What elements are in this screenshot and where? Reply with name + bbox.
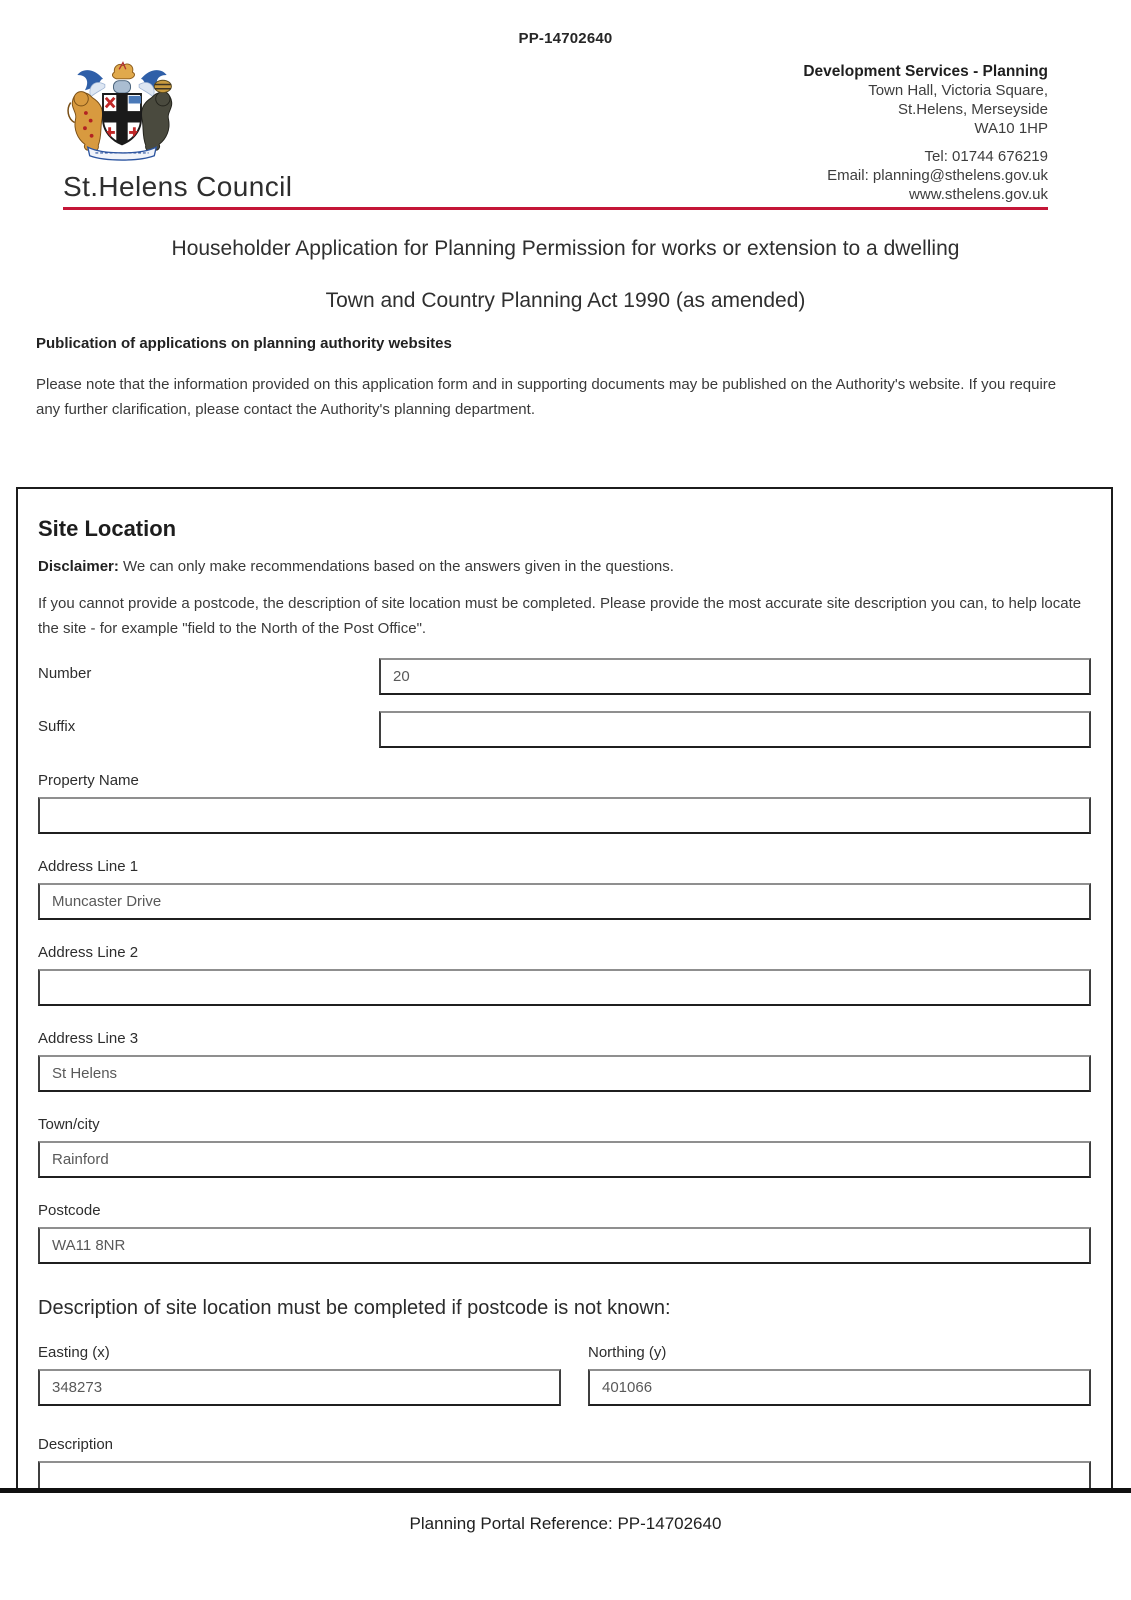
field-address-line-2 xyxy=(38,944,1091,1006)
town-city-label: Town/city xyxy=(38,1116,100,1133)
field-northing xyxy=(588,1344,1091,1406)
site-location-section xyxy=(16,487,1113,1488)
council-crest-icon xyxy=(65,58,179,168)
number-label: Number xyxy=(38,665,92,682)
property-name-label: Property Name xyxy=(38,772,139,789)
description-label: Description xyxy=(38,1436,114,1453)
council-logo xyxy=(63,58,292,203)
address-line-1-input[interactable] xyxy=(38,883,1091,920)
department-name: Development Services - Planning xyxy=(803,63,1048,80)
address-line-3-label: Address Line 3 xyxy=(38,1030,139,1047)
address-line: St.Helens, Merseyside xyxy=(897,101,1048,118)
contact-block xyxy=(803,58,1048,204)
address-line-3-input[interactable] xyxy=(38,1055,1091,1092)
field-address-line-1 xyxy=(38,858,1091,920)
northing-input[interactable] xyxy=(588,1369,1091,1406)
document-title: Householder Application for Planning Permission for works or extension to a dwelling xyxy=(171,237,960,260)
field-address-line-3 xyxy=(38,1030,1091,1092)
planning-portal-reference-top: PP-14702640 xyxy=(518,30,613,47)
field-postcode xyxy=(38,1202,1091,1264)
property-name-input[interactable] xyxy=(38,797,1091,834)
address-line-2-label: Address Line 2 xyxy=(38,944,139,961)
description-requirement-heading: Description of site location must be completed if postcode is not known: xyxy=(38,1297,671,1319)
easting-input[interactable] xyxy=(38,1369,561,1406)
disclaimer-label: Disclaimer: xyxy=(38,558,119,575)
suffix-label: Suffix xyxy=(38,718,76,735)
address-line: WA10 1HP xyxy=(974,120,1048,137)
email: Email: planning@sthelens.gov.uk xyxy=(827,167,1048,184)
field-description xyxy=(38,1436,1091,1488)
telephone: Tel: 01744 676219 xyxy=(924,148,1048,165)
postcode-input[interactable] xyxy=(38,1227,1091,1264)
address-line-2-input[interactable] xyxy=(38,969,1091,1006)
document-subtitle: Town and Country Planning Act 1990 (as amended) xyxy=(325,289,806,312)
publication-body: Please note that the information provided on this application form and in supporting documents may be published on the Authority's website. If you require any further clarification, please contact the Authority's planning department. xyxy=(36,376,1057,418)
easting-label: Easting (x) xyxy=(38,1344,110,1361)
field-suffix xyxy=(38,711,1091,748)
postcode-label: Postcode xyxy=(38,1202,101,1219)
coordinates-row xyxy=(38,1344,1091,1406)
field-property-name xyxy=(38,772,1091,834)
header-rule xyxy=(63,207,1048,210)
number-input[interactable] xyxy=(379,658,1091,695)
section-title: Site Location xyxy=(38,516,177,541)
northing-label: Northing (y) xyxy=(588,1344,667,1361)
field-easting xyxy=(38,1344,561,1406)
disclaimer-body: We can only make recommendations based on the answers given in the questions. xyxy=(123,558,674,575)
site-location-intro: If you cannot provide a postcode, the description of site location must be completed. Please provide the most accurate site description you can, to help locate the site - for example "field to the North of the Post Office". xyxy=(38,595,1082,637)
page-break-rule xyxy=(0,1488,1131,1493)
disclaimer-text xyxy=(38,558,1091,575)
address-line-1-label: Address Line 1 xyxy=(38,858,139,875)
field-town-city xyxy=(38,1116,1091,1178)
field-number xyxy=(38,658,1091,695)
town-city-input[interactable] xyxy=(38,1141,1091,1178)
address-line: Town Hall, Victoria Square, xyxy=(868,82,1048,99)
publication-heading: Publication of applications on planning authority websites xyxy=(36,335,452,352)
planning-portal-reference-footer: Planning Portal Reference: PP-14702640 xyxy=(409,1514,722,1533)
document-header xyxy=(63,58,1048,204)
description-textarea[interactable] xyxy=(38,1461,1091,1488)
website: www.sthelens.gov.uk xyxy=(909,186,1048,203)
suffix-input[interactable] xyxy=(379,711,1091,748)
council-name: St.Helens Council xyxy=(63,171,293,202)
